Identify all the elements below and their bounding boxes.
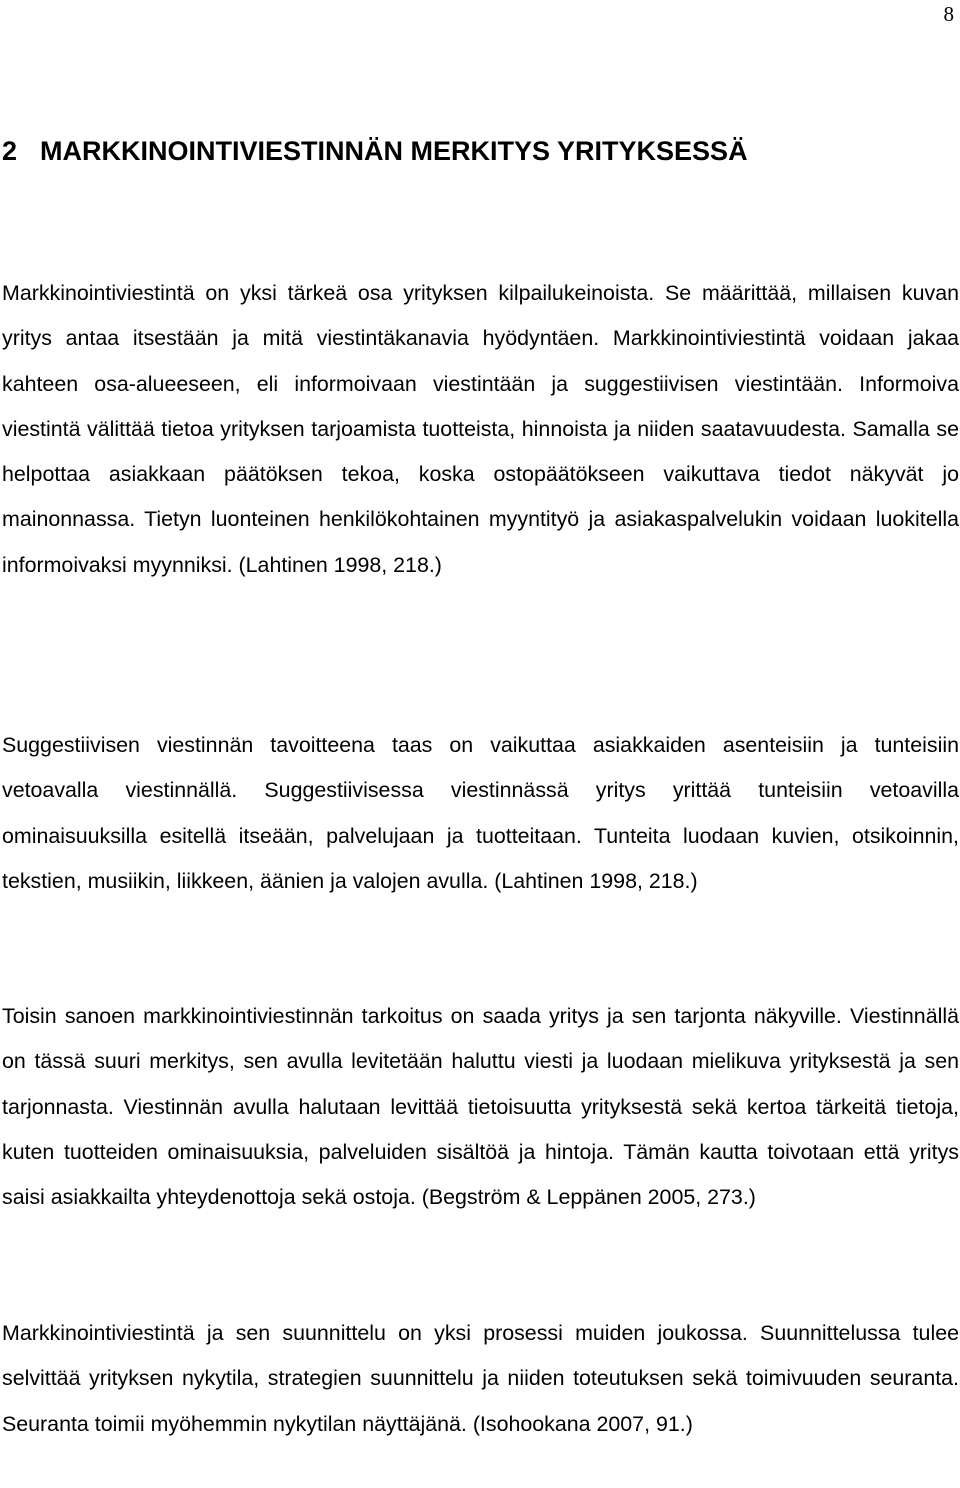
page-number: 8	[943, 2, 954, 26]
paragraph-purpose-of-communication: Toisin sanoen markkinointiviestinnän tarkoitus on saada yritys ja sen tarjonta näkyville. Viestinnällä on tässä suuri merkitys, sen avulla levitetään haluttu viesti ja luodaan mielikuva yrityksestä ja sen tarjonnasta. Viestinnän avulla halutaan levittää tietoisuutta yrityksestä sekä kertoa tärkeitä tietoja, kuten tuotteiden ominaisuuksia, palveluiden sisältöä ja hintoja. Tämän kautta toivotaan että yritys saisi asiakkailta yhteydenottoja sekä ostoja. (Begström & Leppänen 2005, 273.)	[2, 1004, 959, 1210]
chapter-heading	[2, 134, 748, 168]
paragraph-informative-communication: Markkinointiviestintä on yksi tärkeä osa yrityksen kilpailukeinoista. Se määrittää, millaisen kuvan yritys antaa itsestään ja mitä viestintäkanavia hyödyntäen. Markkinointiviestintä voidaan jakaa kahteen osa-alueeseen, eli informoivaan viestintään ja suggestiivisen viestintään. Informoiva viestintä välittää tietoa yrityksen tarjoamista tuotteista, hinnoista ja niiden saatavuudesta. Samalla se helpottaa asiakkaan päätöksen tekoa, koska ostopäätökseen vaikuttava tiedot näkyvät jo mainonnassa. Tietyn luonteinen henkilökohtainen myyntityö ja asiakaspalvelukin voidaan luokitella informoivaksi myynniksi. (Lahtinen 1998, 218.)	[2, 281, 959, 577]
chapter-title: MARKKINOINTIVIESTINNÄN MERKITYS YRITYKSESSÄ	[40, 136, 748, 166]
chapter-number: 2	[2, 136, 18, 166]
paragraph-planning-process: Markkinointiviestintä ja sen suunnittelu on yksi prosessi muiden joukossa. Suunnittelussa tulee selvittää yrityksen nykytila, strategien suunnittelu ja niiden toteutuksen sekä toimivuuden seuranta. Seuranta toimii myöhemmin nykytilan näyttäjänä. (Isohookana 2007, 91.)	[2, 1321, 959, 1436]
paragraph-suggestive-communication: Suggestiivisen viestinnän tavoitteena taas on vaikuttaa asiakkaiden asenteisiin ja tunteisiin vetoavalla viestinnällä. Suggestiivisessa viestinnässä yritys yrittää tunteisiin vetoavilla ominaisuuksilla esitellä itseään, palvelujaan ja tuotteitaan. Tunteita luodaan kuvien, otsikoinnin, tekstien, musiikin, liikkeen, äänien ja valojen avulla. (Lahtinen 1998, 218.)	[2, 733, 959, 893]
